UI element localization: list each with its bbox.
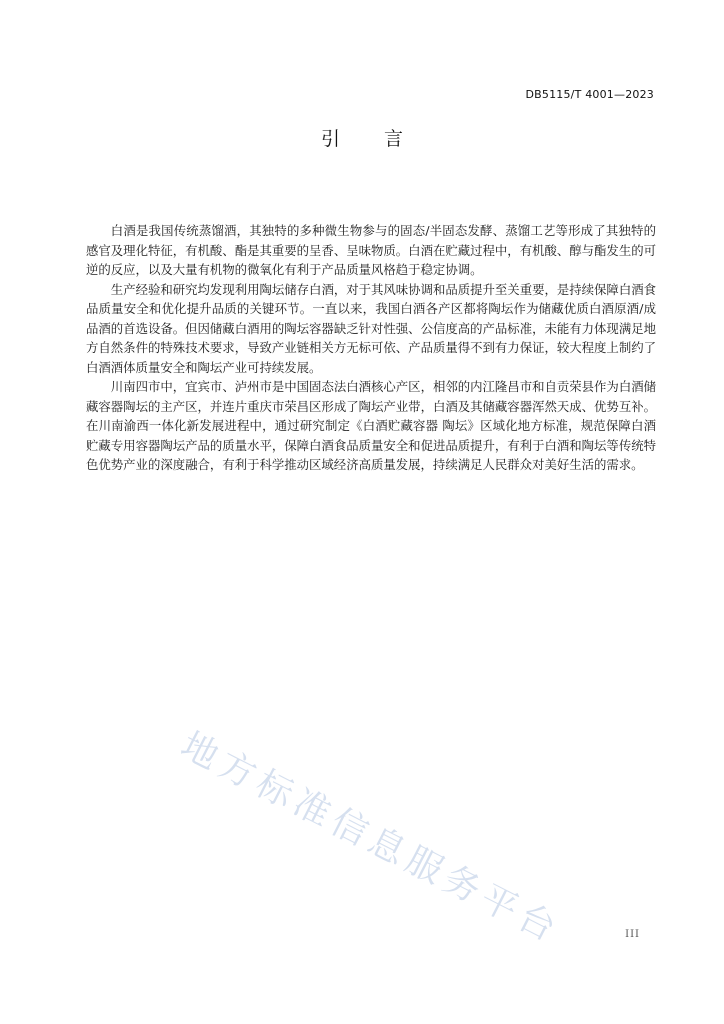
paragraph-1: 白酒是我国传统蒸馏酒，其独特的多种微生物参与的固态/半固态发酵、蒸馏工艺等形成了其独特的感官及理化特征，有机酸、酯是其重要的呈香、呈味物质。白酒在贮藏过程中，有机酸、醇与酯发生的可逆的反应，以及大量有机物的微氧化有利于产品质量风格趋于稳定协调。 xyxy=(86,223,656,277)
document-code: DB5115/T 4001—2023 xyxy=(525,88,654,101)
section-title: 引言 xyxy=(320,128,447,150)
watermark: 地方标准信息服务平台 xyxy=(174,724,568,953)
paragraph-2: 生产经验和研究均发现利用陶坛储存白酒，对于其风味协调和品质提升至关重要，是持续保障白酒食品质量安全和优化提升品质的关键环节。一直以来，我国白酒各产区都将陶坛作为储藏优质白酒原酒/成品酒的首选设备。但因储藏白酒用的陶坛容器缺乏针对性强、公信度高的产品标准，未能有力体现满足地方自然条件的特殊技术要求，导致产业链相关方无标可依、产品质量得不到有力保证，较大程度上制约了白酒酒体质量安全和陶坛产业可持续发展。 xyxy=(86,281,656,375)
body-text xyxy=(86,221,656,475)
paragraph-3: 川南四市中，宜宾市、泸州市是中国固态法白酒核心产区，相邻的内江隆昌市和自贡荣县作为白酒储藏容器陶坛的主产区，并连片重庆市荣昌区形成了陶坛产业带，白酒及其储藏容器浑然天成、优势互补。在川南渝西一体化新发展进程中，通过研究制定《白酒贮藏容器 陶坛》区域化地方标准，规范保障白酒贮藏专用容器陶坛产品的质量水平，保障白酒食品质量安全和促进品质提升，有利于白酒和陶坛等传统特色优势产业的深度融合，有利于科学推动区域经济高质量发展，持续满足人民群众对美好生活的需求。 xyxy=(86,379,656,472)
page-number: III xyxy=(625,929,640,940)
